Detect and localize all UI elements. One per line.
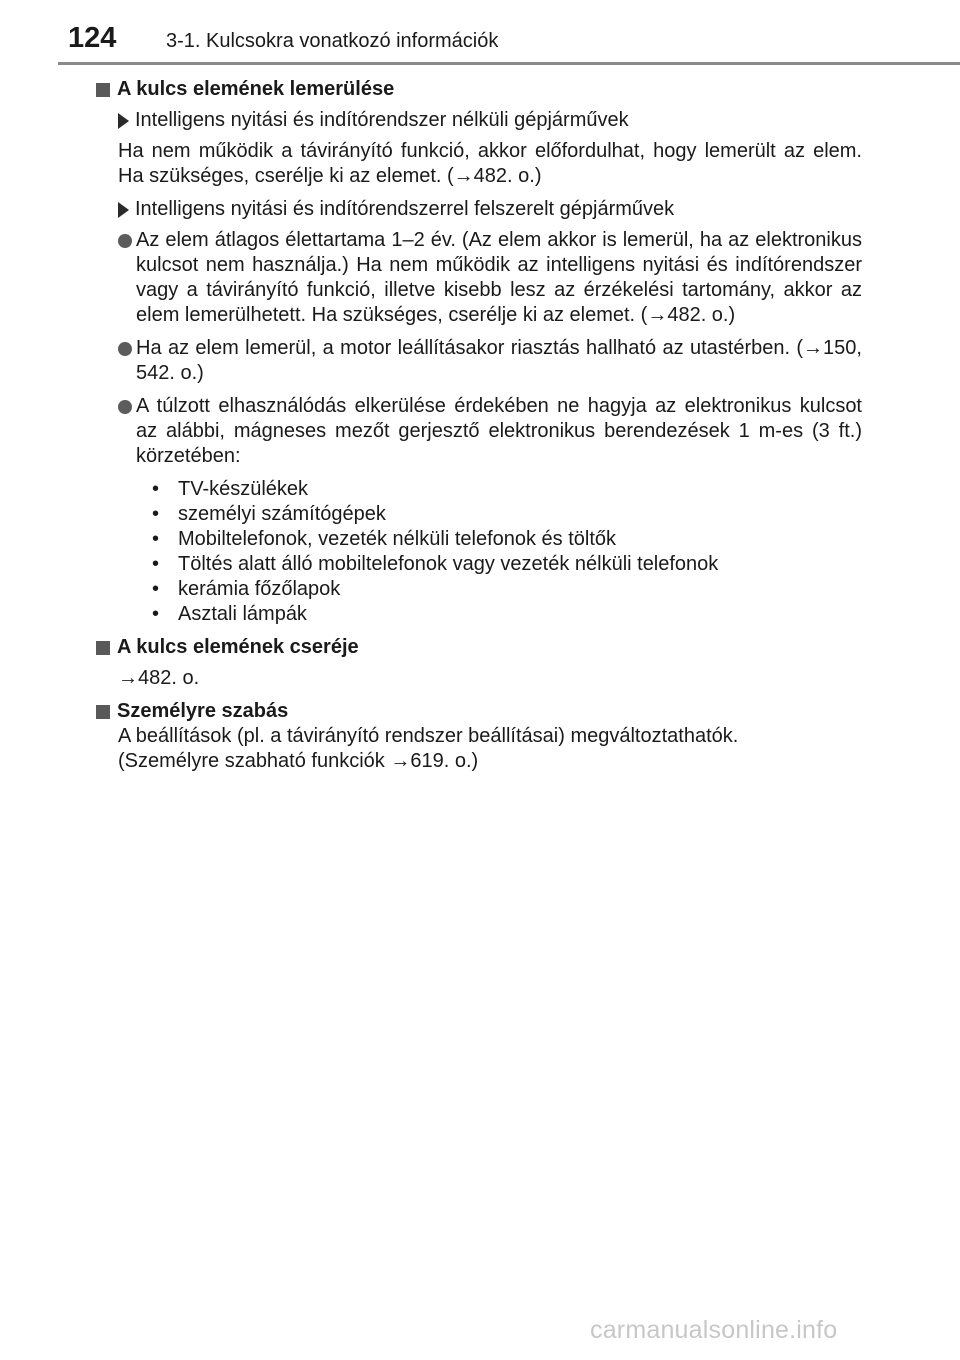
circle-bullet-icon (118, 400, 132, 414)
page-content (96, 77, 862, 779)
watermark: carmanualsonline.info (590, 1316, 838, 1344)
section-customization (96, 699, 862, 774)
paragraph: Ha nem működik a távirányító funkció, akkor előfordulhat, hogy lemerült az elem. Ha szükséges, cserélje ki az elemet. (→482. o.) (118, 140, 862, 187)
subsection-heading: Intelligens nyitási és indítórendszerrel felszerelt gépjárművek (118, 197, 862, 222)
triangle-bullet-icon (118, 113, 129, 129)
section-battery-depletion (96, 77, 862, 627)
list-item: • TV-készülékek (152, 478, 309, 500)
square-bullet-icon (96, 83, 110, 97)
square-bullet-icon (96, 641, 110, 655)
list-item: Az elem átlagos élettartama 1–2 év. (Az elem akkor is lemerül, ha az elektronikus kulcsot nem használja.) Ha nem működik az intelligens nyitási és indítórendszer vagy a távirányító funkció, illetve kisebb lesz az érzékelési tartomány, akkor az elem lemerülhetett. Ha szükséges, cserélje ki az elemet. (→482. o.) (118, 228, 862, 328)
list-item: • Mobiltelefonok, vezeték nélküli telefonok és töltők (152, 528, 617, 550)
list-item: • kerámia főzőlapok (152, 578, 341, 600)
list-item: A túlzott elhasználódás elkerülése érdekében ne hagyja az elektronikus kulcsot az alábbi, mágneses mezőt gerjesztő elektronikus berendezések 1 m-es (3 ft.) körzetében: (118, 394, 862, 469)
subsection-heading: Intelligens nyitási és indítórendszer nélküli gépjárművek (118, 108, 862, 133)
section-heading: A kulcs elemének cseréje (96, 635, 862, 660)
circle-bullet-icon (118, 342, 132, 356)
list-item: Ha az elem lemerül, a motor leállításakor riasztás hallható az utastérben. (→150, 542. o.) (118, 336, 862, 386)
section-battery-replacement (96, 635, 862, 691)
list-item: • Asztali lámpák (152, 603, 307, 625)
section-heading: A kulcs elemének lemerülése (96, 77, 862, 102)
page-header (0, 0, 960, 66)
subsection-without-smart-entry (118, 108, 862, 189)
section-heading: Személyre szabás (96, 699, 862, 724)
subsection-with-smart-entry (118, 197, 862, 627)
square-bullet-icon (96, 705, 110, 719)
triangle-bullet-icon (118, 202, 129, 218)
list-item: • Töltés alatt álló mobiltelefonok vagy vezeték nélküli telefonok (152, 553, 719, 575)
paragraph-line: (Személyre szabható funkciók →619. o.) (118, 750, 479, 772)
circle-bullet-icon (118, 234, 132, 248)
paragraph-line: A beállítások (pl. a távirányító rendszer beállításai) megváltoztathatók. (118, 725, 739, 747)
device-list (152, 477, 862, 627)
chapter-title: 3-1. Kulcsokra vonatkozó információk (166, 30, 499, 52)
header-divider (58, 62, 960, 65)
list-item: • személyi számítógépek (152, 503, 386, 525)
page-reference: →482. o. (118, 667, 200, 689)
page-number: 124 (68, 22, 117, 54)
